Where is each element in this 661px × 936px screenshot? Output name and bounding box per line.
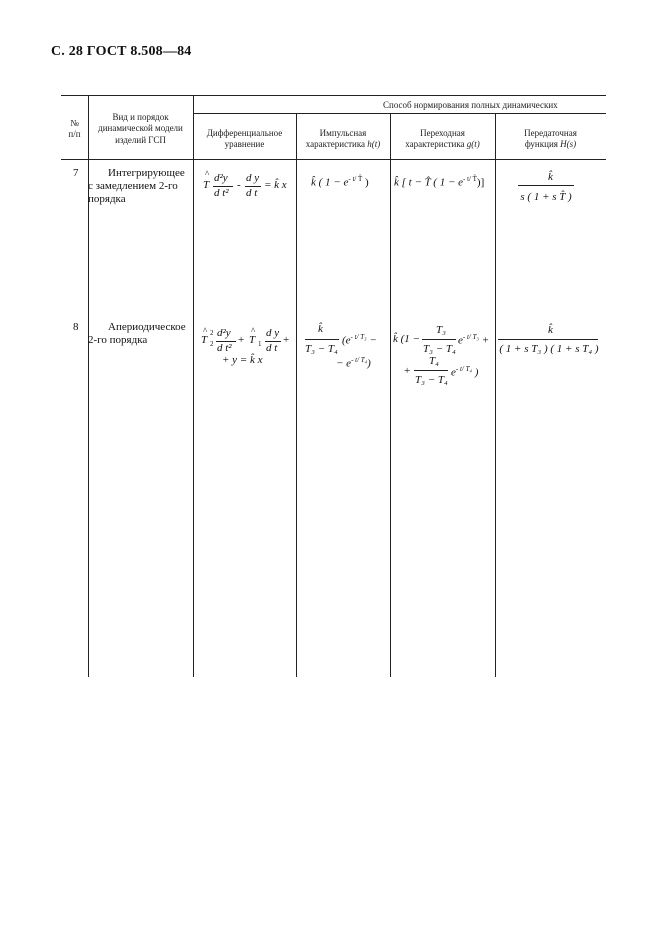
row8-kind-line2: 2-го порядка xyxy=(88,334,148,346)
header-transfer xyxy=(495,128,606,151)
row8-impulse-b-text: − e xyxy=(336,357,352,370)
row7-kind-line2: с замедлением 2-го xyxy=(88,180,178,192)
row8-transient-num2: T₄ xyxy=(429,355,439,367)
row7-transfer-num: k̂ xyxy=(548,171,553,183)
header-number-line1: № xyxy=(70,118,79,128)
page-header: С. 28 ГОСТ 8.508—84 xyxy=(51,44,192,59)
row8-diff-T2: T xyxy=(201,334,208,346)
header-kind-line3: изделий ГСП xyxy=(115,134,166,145)
header-diff-line2: уравнение xyxy=(224,139,265,150)
row7-diff-minus: - xyxy=(237,179,241,191)
col-divider-2 xyxy=(193,95,194,677)
row8-impulse-num: k̂ xyxy=(318,323,323,335)
row8-transient-num1: T₃ xyxy=(436,324,446,336)
row7-diff-rhs: = k̂ x xyxy=(264,179,287,191)
row8-diff-d2y: d²y xyxy=(217,327,231,339)
row8-diff-dt: d t xyxy=(266,342,278,354)
row7-transfer-frac xyxy=(518,185,574,186)
row8-transfer-num: k̂ xyxy=(548,324,553,336)
row8-transient-pre: k̂ (1 − xyxy=(393,333,420,345)
row7-diff-dt2: d t² xyxy=(214,187,229,199)
row7-kind-line1: Интегрирующее xyxy=(108,167,185,179)
header-kind xyxy=(88,112,193,146)
row7-impulse xyxy=(311,176,369,189)
row8-impulse-b xyxy=(336,357,371,370)
row8-kind-line1: Апериодическое xyxy=(108,321,186,333)
header-impulse xyxy=(296,128,390,151)
header-diff-line1: Дифференциальное xyxy=(206,128,283,138)
row8-transient-plus: + xyxy=(481,334,490,347)
group-title: Способ нормирования полных динамических xyxy=(383,100,558,110)
header-bottom-rule xyxy=(61,159,606,160)
row8-number: 8 xyxy=(73,321,79,333)
row8-impulse-b-close: ) xyxy=(367,357,371,370)
header-kind-line1: Вид и порядок xyxy=(112,112,169,122)
row8-impulse-b-exp: - t/ T₄ xyxy=(351,356,368,364)
row7-number: 7 xyxy=(73,167,79,179)
row8-diff-T1-hat: ^ xyxy=(251,326,256,336)
row7-transient-text: k̂ [ t − T̂ ( 1 − e xyxy=(394,176,464,189)
col-divider-3 xyxy=(296,113,297,677)
row8-transient-frac2 xyxy=(414,370,448,371)
header-number-line2: п/п xyxy=(68,129,81,140)
row7-transient xyxy=(394,176,484,189)
row8-diff-dt2: d t² xyxy=(217,342,232,354)
row8-diff-plus2: + xyxy=(283,334,290,346)
row7-diff-T: T xyxy=(203,179,210,191)
col-divider-4 xyxy=(390,113,391,677)
header-transient-fn: g(t) xyxy=(466,139,480,150)
row8-transient-e2 xyxy=(451,366,478,379)
row8-impulse-den: T₃ − T₄ xyxy=(305,343,338,355)
row8-transient-lead2: + xyxy=(404,365,411,377)
row8-diff-dy: d y xyxy=(266,327,280,339)
row8-transient-e2-text: e xyxy=(451,366,456,379)
row7-diff-dy: d y xyxy=(246,172,260,184)
row8-transient-den2: T₃ − T₄ xyxy=(415,374,448,386)
row8-transient-e2-exp: - t/ T₄ xyxy=(455,365,472,373)
row8-transfer-den: ( 1 + s T₃ ) ( 1 + s T₄ ) xyxy=(499,343,599,355)
row8-impulse-a xyxy=(342,334,377,347)
row7-transient-exp: - t/ T̂ xyxy=(463,175,477,183)
header-transient-line2: характеристика xyxy=(405,139,465,150)
row8-transient-e1 xyxy=(458,334,489,347)
row7-diff-d2y: d²y xyxy=(214,172,228,184)
row8-diff-plus1: + xyxy=(238,334,245,346)
row7-diff-dt: d t xyxy=(246,187,258,199)
row8-impulse-a-exp: - t/ T₃ xyxy=(350,333,367,341)
row8-diff-T1: T xyxy=(249,334,256,346)
row8-transfer-frac xyxy=(498,339,598,340)
row7-kind-line3: порядка xyxy=(88,193,126,205)
row8-impulse-a-tail: − xyxy=(369,334,377,347)
row8-diff-line2: + y = k̂ x xyxy=(222,354,263,366)
header-transient xyxy=(390,128,495,151)
header-impulse-line1: Импульсная xyxy=(319,128,367,138)
header-kind-line2: динамической модели xyxy=(98,123,183,134)
header-number xyxy=(61,118,88,141)
header-impulse-line2: характеристика xyxy=(305,139,366,150)
group-title-rule xyxy=(193,113,606,114)
header-transfer-fn: H(s) xyxy=(560,139,577,150)
row8-transient-close: ) xyxy=(474,366,479,379)
row8-diff-T1-sub: 1 xyxy=(258,340,262,348)
header-diff xyxy=(193,128,296,151)
row8-diff-T2-sup: 2 xyxy=(210,329,214,337)
row7-impulse-close: ) xyxy=(364,176,369,189)
row7-impulse-exp: - t/ T̂ xyxy=(348,175,363,183)
table-top-rule xyxy=(61,95,606,96)
row8-impulse-frac xyxy=(305,339,339,340)
row7-transient-close: )] xyxy=(476,176,485,189)
row8-diff-T2-sub: 2 xyxy=(210,340,214,348)
header-transient-line1: Переходная xyxy=(420,128,465,138)
row7-transfer-den: s ( 1 + s T̂ ) xyxy=(520,191,572,203)
row8-transient-frac1 xyxy=(422,339,456,340)
row8-diff-T2-hat: ^ xyxy=(203,326,208,336)
header-transfer-line2: функция xyxy=(524,139,558,150)
header-impulse-fn: h(t) xyxy=(367,139,381,150)
row8-transient-e1-exp: - t/ T₃ xyxy=(462,333,479,341)
row8-transient-e1-text: e xyxy=(458,334,463,347)
row7-diff-T-hat: ^ xyxy=(205,169,210,179)
row8-impulse-a-text: (e xyxy=(342,334,351,347)
row8-transient-den1: T₃ − T₄ xyxy=(423,343,456,355)
header-transfer-line1: Передаточная xyxy=(524,128,577,138)
row7-impulse-text: k̂ ( 1 − e xyxy=(311,176,349,189)
